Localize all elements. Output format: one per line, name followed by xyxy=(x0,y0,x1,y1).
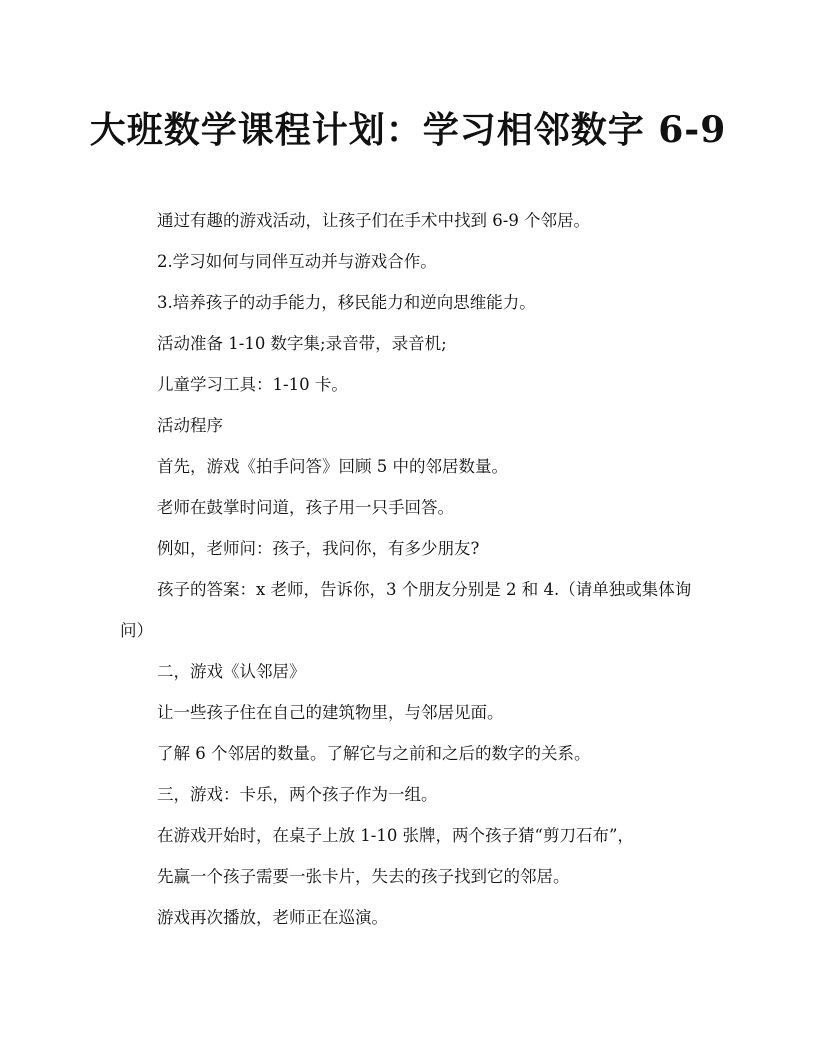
paragraph-replay: 游戏再次播放，老师正在巡演。 xyxy=(157,908,388,927)
paragraph-game-2: 二，游戏《认邻居》 xyxy=(157,662,306,681)
paragraph-example: 例如，老师问：孩子，我问你，有多少朋友? xyxy=(157,539,480,558)
document-title: 大班数学课程计划：学习相邻数字 6-9 xyxy=(89,109,727,151)
paragraph-goal-1: 通过有趣的游戏活动，让孩子们在手术中找到 6-9 个邻居。 xyxy=(157,211,591,230)
paragraph-game-3: 三，游戏：卡乐，两个孩子作为一组。 xyxy=(157,785,438,804)
paragraph-tools: 儿童学习工具：1-10 卡。 xyxy=(157,375,348,394)
paragraph-materials: 活动准备 1-10 数字集;录音带，录音机; xyxy=(157,334,447,353)
paragraph-understand-6: 了解 6 个邻居的数量。了解它与之前和之后的数字的关系。 xyxy=(157,744,591,763)
paragraph-game-start: 在游戏开始时，在桌子上放 1-10 张牌，两个孩子猜“剪刀石布”， xyxy=(157,826,634,845)
paragraph-game-1: 首先，游戏《拍手问答》回顾 5 中的邻居数量。 xyxy=(157,457,508,476)
paragraph-first-winner: 先赢一个孩子需要一张卡片，失去的孩子找到它的邻居。 xyxy=(157,867,570,886)
paragraph-goal-3: 3.培养孩子的动手能力，移民能力和逆向思维能力。 xyxy=(157,293,536,312)
paragraph-child-answer: 孩子的答案：x 老师，告诉你，3 个朋友分别是 2 和 4.（请单独或集体询问） xyxy=(120,580,692,640)
paragraph-meet-neighbors: 让一些孩子住在自己的建筑物里，与邻居见面。 xyxy=(157,703,504,722)
paragraph-goal-2: 2.学习如何与同伴互动并与游戏合作。 xyxy=(157,252,437,271)
paragraph-teacher-asks: 老师在鼓掌时问道，孩子用一只手回答。 xyxy=(157,498,454,517)
paragraph-procedure-heading: 活动程序 xyxy=(157,416,223,435)
document-body xyxy=(120,200,700,938)
